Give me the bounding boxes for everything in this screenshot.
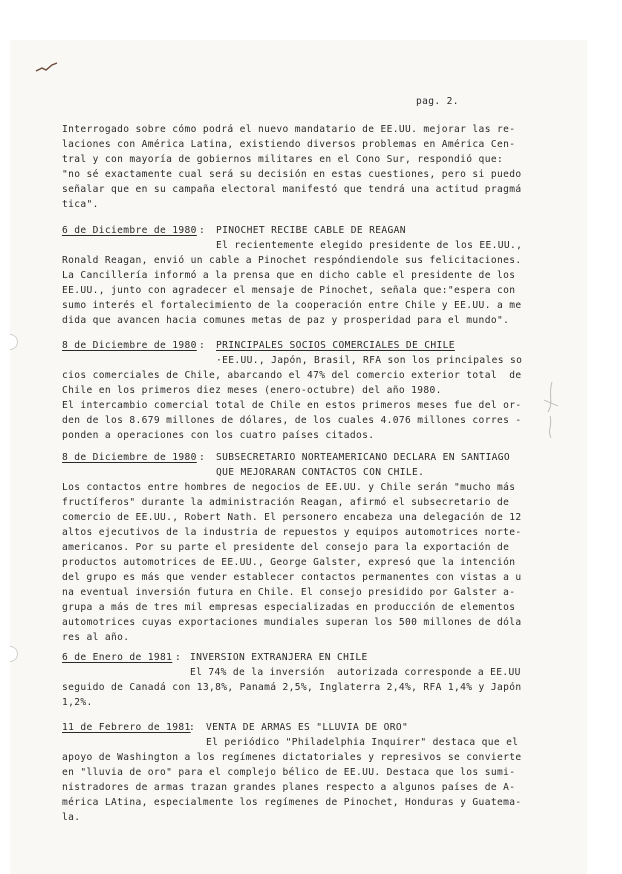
text-line: den de los 8.679 millones de dólares, de los cuales 4.076 millones corres - xyxy=(62,415,522,426)
punch-hole xyxy=(10,646,18,662)
entry-title: VENTA DE ARMAS ES "LLUVIA DE ORO" xyxy=(206,722,409,733)
text-line: El periódico "Philadelphia Inquirer" destaca que el xyxy=(206,737,519,748)
text-line: cios comerciales de Chile, abarcando el 47% del comercio exterior total de xyxy=(62,370,522,381)
entry-date: 11 de Febrero de 1981 xyxy=(62,722,191,733)
pencil-annotation xyxy=(538,380,564,440)
text-line: americanos. Por su parte el presidente del consejo para la exportación de xyxy=(62,542,510,553)
text-line: "no sé exactamente cual será su decisión en estas cuestiones, pero si puedo xyxy=(62,169,522,180)
text-line: 1,2%. xyxy=(62,697,93,708)
entry-title: PRINCIPALES SOCIOS COMERCIALES DE CHILE xyxy=(216,340,455,351)
punch-hole xyxy=(10,334,18,350)
text-line: la. xyxy=(62,812,81,823)
text-line: na eventual inversión futura en Chile. El consejo presidido por Galster a- xyxy=(62,587,516,598)
text-line: Interrogado sobre cómo podrá el nuevo mandatario de EE.UU. mejorar las re- xyxy=(62,124,516,135)
text-line: El recientemente elegido presidente de los EE.UU., xyxy=(216,240,523,251)
entry-date-colon: : xyxy=(189,722,196,733)
entry-title: INVERSION EXTRANJERA EN CHILE xyxy=(190,652,368,663)
text-line: La Cancillería informó a la prensa que en dicho cable el presidente de los xyxy=(62,270,516,281)
text-line: productos automotrices de EE.UU., George Galster, expresó que la intención xyxy=(62,557,516,568)
entry-date-colon: : xyxy=(199,452,206,463)
text-line: nistradores de armas trazan grandes planes respecto a algunos países de A- xyxy=(62,782,516,793)
entry-date-colon: : xyxy=(175,652,182,663)
text-line: altos ejecutivos de la industria de repuestos y equipos automotrices norte- xyxy=(62,527,522,538)
text-line: fructíferos" durante la administración Reagan, afirmó el subsecretario de xyxy=(62,497,510,508)
text-line: EE.UU., junto con agradecer el mensaje de Pinochet, señala que:"espera con xyxy=(62,285,516,296)
text-line: en "lluvia de oro" para el complejo bélico de EE.UU. Destaca que los sumi- xyxy=(62,767,516,778)
text-line: del grupo es más que vender establecer contactos permanentes con vistas a u xyxy=(62,572,522,583)
text-line: seguido de Canadá con 13,8%, Panamá 2,5%, Inglaterra 2,4%, RFA 1,4% y Japón xyxy=(62,682,522,693)
text-line: tral y con mayoría de gobiernos militares en el Cono Sur, respondió que: xyxy=(62,154,504,165)
text-line: Ronald Reagan, envió un cable a Pinochet respóndiendole sus felicitaciones. xyxy=(62,255,522,266)
entry-date: 6 de Diciembre de 1980 xyxy=(62,225,197,236)
text-line: grupa a más de tres mil empresas especializadas en producción de elementos xyxy=(62,602,516,613)
page-number: pag. 2. xyxy=(416,96,459,107)
text-line: Los contactos entre hombres de negocios de EE.UU. y Chile serán "mucho más xyxy=(62,482,516,493)
entry-date-colon: : xyxy=(199,225,206,236)
entry-date: 8 de Diciembre de 1980 xyxy=(62,340,197,351)
text-line: res al año. xyxy=(62,632,130,643)
text-line: Chile en los primeros diez meses (enero-octubre) del año 1980. xyxy=(62,385,442,396)
entry-title: SUBSECRETARIO NORTEAMERICANO DECLARA EN SANTIAGO xyxy=(216,452,511,463)
ink-mark xyxy=(34,62,60,74)
text-line: laciones con América Latina, existiendo diversos problemas en América Cen- xyxy=(62,139,516,150)
text-line: El intercambio comercial total de Chile en estos primeros meses fue del or- xyxy=(62,400,522,411)
entry-title-continued: QUE MEJORARAN CONTACTOS CON CHILE. xyxy=(216,467,425,478)
text-line: tica". xyxy=(62,199,99,210)
text-line: apoyo de Washington a los regímenes dictatoriales y represivos se convierte xyxy=(62,752,522,763)
text-line: El 74% de la inversión autorizada corresponde a EE.UU xyxy=(190,667,521,678)
entry-date-colon: : xyxy=(199,340,206,351)
entry-date: 8 de Diciembre de 1980 xyxy=(62,452,197,463)
text-line: comercio de EE.UU., Robert Nath. El personero encabeza una delegación de 12 xyxy=(62,512,522,523)
text-line: sumo interés el fortalecimiento de la cooperación entre Chile y EE.UU. a me xyxy=(62,300,522,311)
text-line: automotrices cuyas exportaciones mundiales superan los 500 millones de dóla xyxy=(62,617,522,628)
entry-date: 6 de Enero de 1981 xyxy=(62,652,173,663)
text-line: ·EE.UU., Japón, Brasil, RFA son los principales so xyxy=(216,355,523,366)
text-line: mérica LAtina, especialmente los regímenes de Pinochet, Honduras y Guatema- xyxy=(62,797,522,808)
text-line: señalar que en su campaña electoral manifestó que tendrá una actitud pragmá xyxy=(62,184,522,195)
text-line: dida que avancen hacia comunes metas de paz y prosperidad para el mundo". xyxy=(62,315,510,326)
text-line: ponden a operaciones con los cuatro países citados. xyxy=(62,430,375,441)
entry-title: PINOCHET RECIBE CABLE DE REAGAN xyxy=(216,225,406,236)
